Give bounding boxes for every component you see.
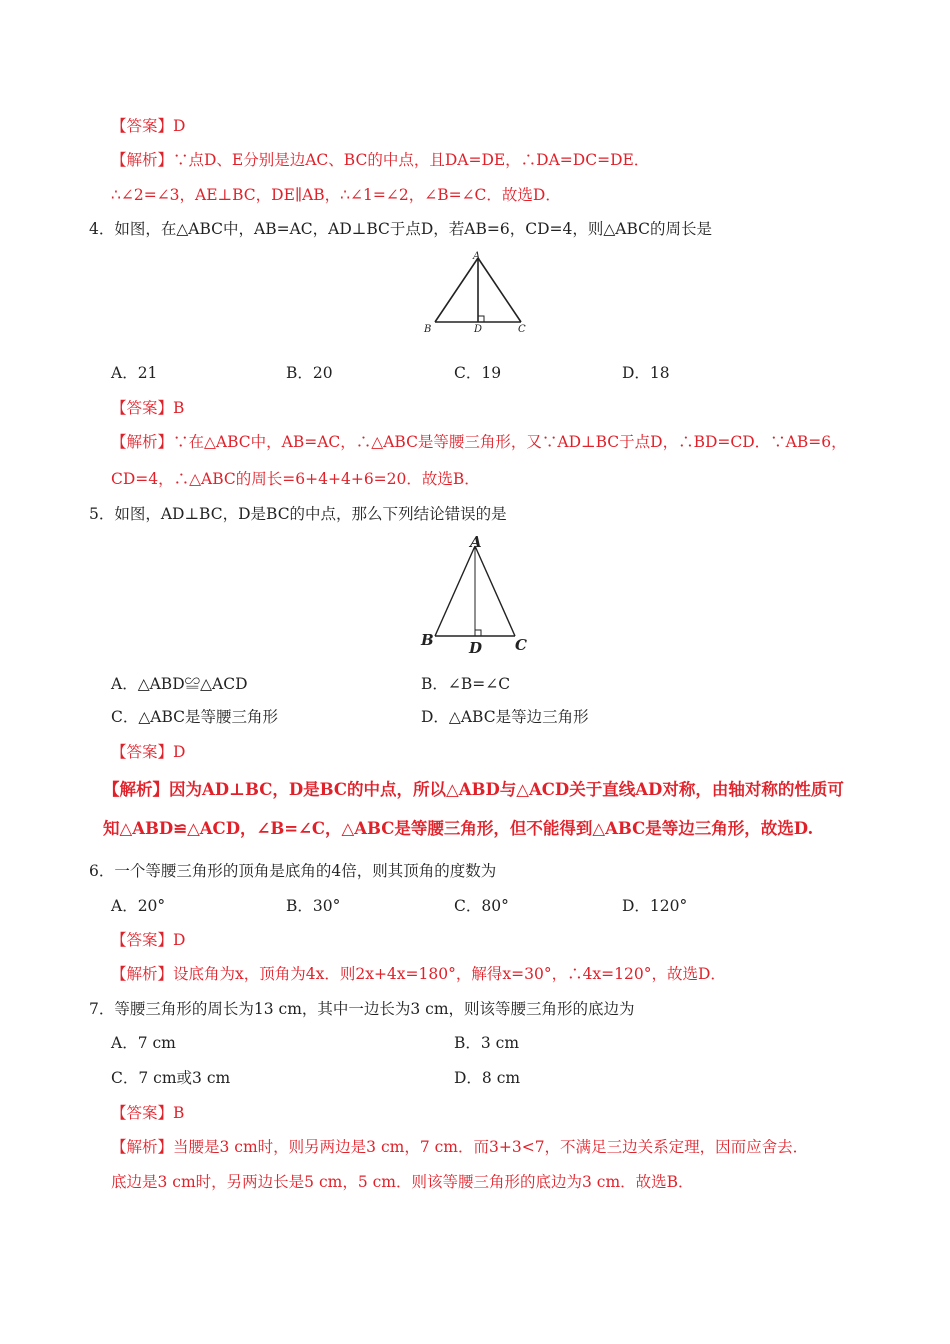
q4-answer: 【答案】B [111,399,185,417]
q5-option-a: A．△ABD≌△ACD [111,675,248,693]
q5-answer: 【答案】D [111,743,186,761]
q5-figure-triangle [418,532,533,658]
q5-stem: 5．如图，AD⊥BC，D是BC的中点，那么下列结论错误的是 [89,505,507,523]
q6-answer: 【答案】D [111,931,186,949]
q7-option-d: D．8 cm [454,1069,521,1087]
q7-option-b: B．3 cm [454,1034,520,1052]
q5-option-d: D．△ABC是等边三角形 [421,708,589,726]
q4-analysis-line2: CD=4，∴△ABC的周长=6+4+4+6=20．故选B． [111,470,480,488]
q5-analysis-line2: 知△ABD≌△ACD，∠B=∠C，△ABC是等腰三角形，但不能得到△ABC是等边三角形，故选D. [103,819,814,838]
q4-label-a: A [473,251,481,262]
q3-answer: 【答案】D [111,117,186,135]
q4-option-d: D．18 [622,364,670,382]
q5-label-a: A [470,533,482,551]
q5-option-b: B．∠B=∠C [421,675,511,693]
q4-stem: 4．如图，在△ABC中，AB=AC，AD⊥BC于点D，若AB=6，CD=4，则△ABC的周长是 [89,220,713,238]
q5-option-c: C．△ABC是等腰三角形 [111,708,279,726]
q5-label-c: C [515,636,527,654]
q5-label-b: B [421,631,434,649]
q7-option-c: C．7 cm或3 cm [111,1069,231,1087]
q7-answer: 【答案】B [111,1104,185,1122]
q6-option-b: B．30° [286,897,341,915]
q4-analysis-line1: 【解析】∵在△ABC中，AB=AC，∴△ABC是等腰三角形，又∵AD⊥BC于点D，∴BD=CD．∵AB=6， [111,433,847,451]
q4-option-c: C．19 [454,364,502,382]
q6-analysis-line1: 【解析】设底角为x，顶角为4x．则2x+4x=180°，解得x=30°，∴4x=120°，故选D． [111,965,726,983]
q4-label-c: C [518,324,526,335]
q3-analysis-line2: ∴∠2=∠3，AE⊥BC，DE∥AB，∴∠1=∠2，∠B=∠C．故选D． [111,186,561,204]
q7-option-a: A．7 cm [111,1034,176,1052]
q5-analysis-line1: 【解析】因为AD⊥BC，D是BC的中点，所以△ABD与△ACD关于直线AD对称，由轴对称的性质可 [103,780,844,799]
q5-label-d: D [469,639,483,657]
q4-option-b: B．20 [286,364,333,382]
q4-label-d: D [474,324,483,335]
q7-analysis-line2: 底边是3 cm时，另两边长是5 cm，5 cm．则该等腰三角形的底边为3 cm．故选B． [111,1173,694,1191]
q4-option-a: A．21 [111,364,158,382]
q6-option-c: C．80° [454,897,509,915]
q4-figure-triangle [420,248,530,338]
q6-option-d: D．120° [622,897,688,915]
q7-analysis-line1: 【解析】当腰是3 cm时，则另两边是3 cm，7 cm．而3+3<7，不满足三边关系定理，因而应舍去． [111,1138,809,1156]
q6-option-a: A．20° [111,897,166,915]
q3-analysis-line1: 【解析】∵点D、E分别是边AC、BC的中点，且DA=DE，∴DA=DC=DE． [111,151,650,169]
q4-label-b: B [424,324,432,335]
q6-stem: 6．一个等腰三角形的顶角是底角的4倍，则其顶角的度数为 [89,862,497,880]
q7-stem: 7．等腰三角形的周长为13 cm，其中一边长为3 cm，则该等腰三角形的底边为 [89,1000,635,1018]
